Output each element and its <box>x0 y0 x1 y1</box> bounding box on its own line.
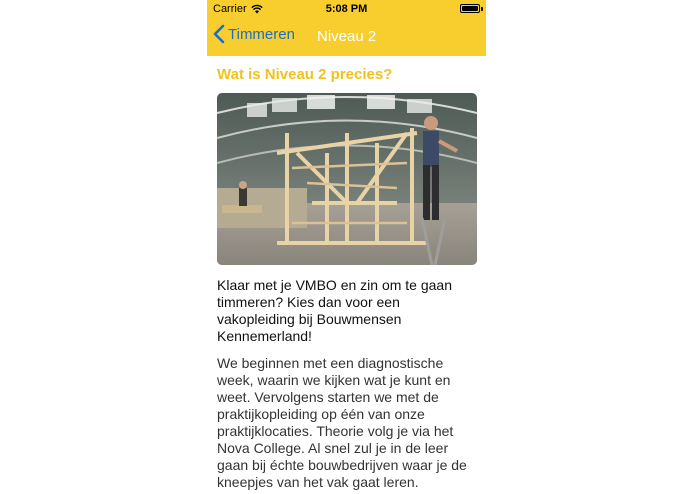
chevron-left-icon <box>213 24 225 44</box>
app-screen <box>207 0 486 494</box>
battery-tip <box>481 7 483 11</box>
status-time: 5:08 PM <box>325 3 368 15</box>
article-intro: Klaar met je VMBO en zin om te gaan timmeren? Kies dan voor een vakopleiding bij Bouwmensen Kennemerland! <box>217 277 452 344</box>
navigation-bar <box>207 20 486 54</box>
page-title: Niveau 2 <box>317 28 377 45</box>
back-button-label: Timmeren <box>228 25 295 43</box>
article-body: We beginnen met een diagnostische week, waarin we kijken wat je kunt en weet. Vervolgens starten we met de praktijkopleiding op één van onze praktijklocaties. Theorie volg je via het Nova College. Al snel zul je in de leer gaan bij échte bouwbedrijven waar je de kneepjes van het vak gaat leren. <box>217 355 467 490</box>
back-button[interactable] <box>213 24 295 44</box>
battery-icon <box>460 4 480 13</box>
status-bar <box>207 0 486 18</box>
article-heading: Wat is Niveau 2 precies? <box>217 66 393 83</box>
header-bar <box>207 0 486 56</box>
article-content <box>217 66 477 491</box>
workshop-photo <box>217 93 477 265</box>
carrier-label: Carrier <box>213 3 247 15</box>
